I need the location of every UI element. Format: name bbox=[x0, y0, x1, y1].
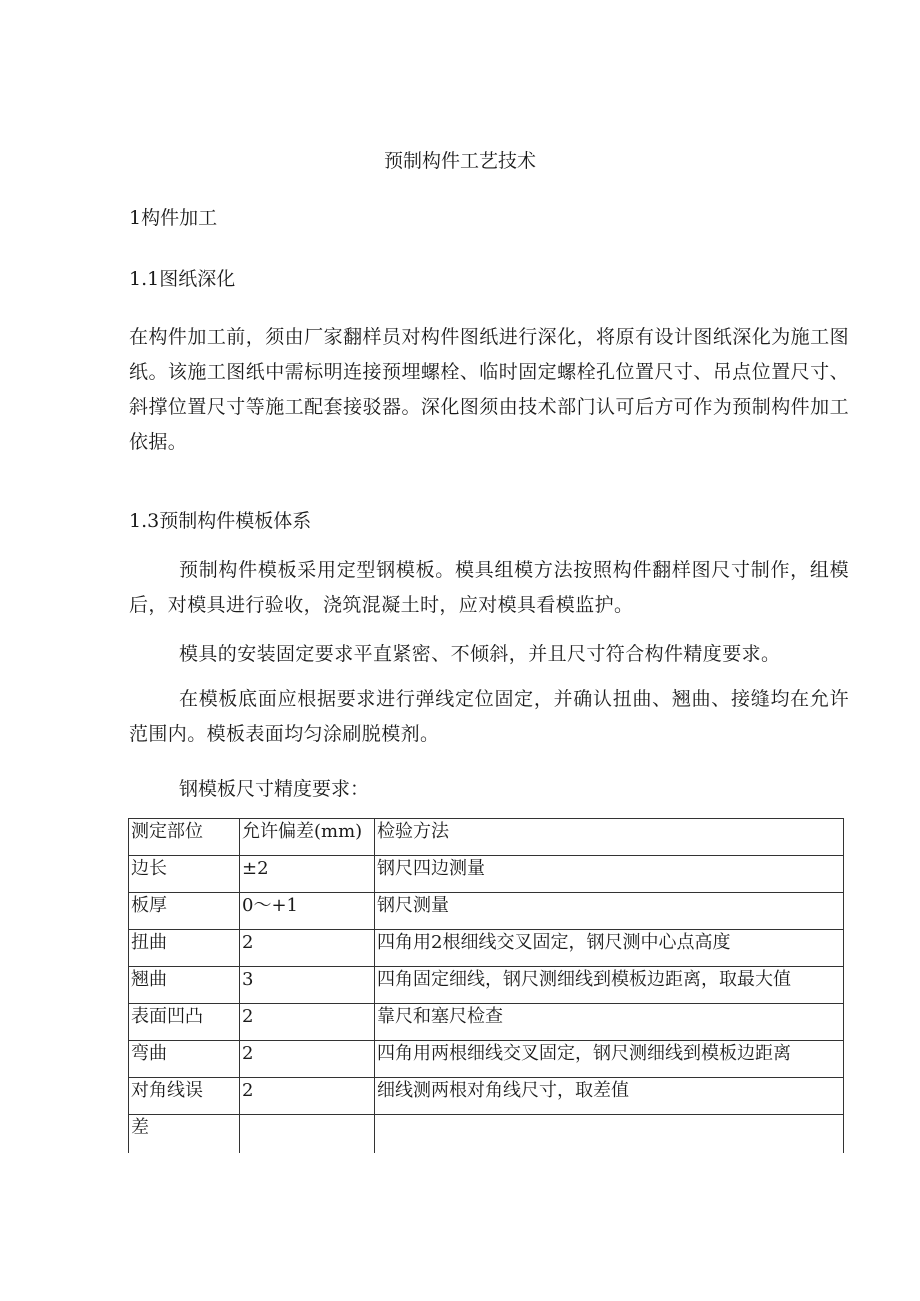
cell-part: 翘曲 bbox=[129, 967, 240, 1004]
header-cell-part: 测定部位 bbox=[129, 819, 240, 856]
cell-tolerance: 2 bbox=[240, 930, 375, 967]
cell-tolerance: 0～+1 bbox=[240, 893, 375, 930]
cell-part: 边长 bbox=[129, 856, 240, 893]
section-heading-1: 1构件加工 bbox=[129, 207, 218, 229]
header-cell-tolerance: 允许偏差(mm) bbox=[240, 819, 375, 856]
cell-tolerance: 2 bbox=[240, 1004, 375, 1041]
table-header-row bbox=[129, 819, 844, 856]
cell-method: 靠尺和塞尺检查 bbox=[375, 1004, 844, 1041]
table-row bbox=[129, 930, 844, 967]
cell-method: 四角用两根细线交叉固定，钢尺测细线到模板边距离 bbox=[375, 1041, 844, 1078]
cell-method: 钢尺测量 bbox=[375, 893, 844, 930]
cell-method: 钢尺四边测量 bbox=[375, 856, 844, 893]
cell-method: 四角用2根细线交叉固定，钢尺测中心点高度 bbox=[375, 930, 844, 967]
cell-tolerance: 3 bbox=[240, 967, 375, 1004]
cell-part: 对角线误 bbox=[129, 1078, 240, 1115]
cell-part: 差 bbox=[129, 1115, 240, 1154]
table-caption: 钢模板尺寸精度要求： bbox=[179, 778, 370, 800]
cell-part: 弯曲 bbox=[129, 1041, 240, 1078]
table-row bbox=[129, 1004, 844, 1041]
header-cell-method: 检验方法 bbox=[375, 819, 844, 856]
section-heading-1-1: 1.1图纸深化 bbox=[129, 268, 236, 290]
paragraph-mold-positioning: 在模板底面应根据要求进行弹线定位固定，并确认扭曲、翘曲、接缝均在允许范围内。模板表面均匀涂刷脱模剂。 bbox=[129, 688, 849, 745]
steel-formwork-tolerance-table bbox=[128, 818, 844, 1153]
table-row bbox=[129, 856, 844, 893]
cell-tolerance: ±2 bbox=[240, 856, 375, 893]
section-heading-1-3: 1.3预制构件模板体系 bbox=[129, 510, 312, 532]
cell-tolerance bbox=[240, 1115, 375, 1154]
table-row bbox=[129, 1041, 844, 1078]
cell-part: 扭曲 bbox=[129, 930, 240, 967]
cell-tolerance: 2 bbox=[240, 1041, 375, 1078]
cell-method: 细线测两根对角线尺寸，取差值 bbox=[375, 1078, 844, 1115]
cell-method bbox=[375, 1115, 844, 1154]
table-row bbox=[129, 1115, 844, 1154]
cell-tolerance: 2 bbox=[240, 1078, 375, 1115]
paragraph-mold-installation: 模具的安装固定要求平直紧密、不倾斜，并且尺寸符合构件精度要求。 bbox=[179, 643, 781, 665]
cell-part: 板厚 bbox=[129, 893, 240, 930]
table-row bbox=[129, 893, 844, 930]
table-row bbox=[129, 1078, 844, 1115]
cell-part: 表面凹凸 bbox=[129, 1004, 240, 1041]
cell-method: 四角固定细线，钢尺测细线到模板边距离，取最大值 bbox=[375, 967, 844, 1004]
table-row bbox=[129, 967, 844, 1004]
page-title: 预制构件工艺技术 bbox=[383, 150, 536, 172]
paragraph-drawing-deepening: 在构件加工前，须由厂家翻样员对构件图纸进行深化，将原有设计图纸深化为施工图纸。该施工图纸中需标明连接预埋螺栓、临时固定螺栓孔位置尺寸、吊点位置尺寸、斜撑位置尺寸等施工配套接驳器。深化图须由技术部门认可后方可作为预制构件加工依据。 bbox=[129, 326, 849, 453]
paragraph-formwork-system: 预制构件模板采用定型钢模板。模具组模方法按照构件翻样图尺寸制作，组模后，对模具进行验收，浇筑混凝土时，应对模具看模监护。 bbox=[129, 559, 849, 616]
